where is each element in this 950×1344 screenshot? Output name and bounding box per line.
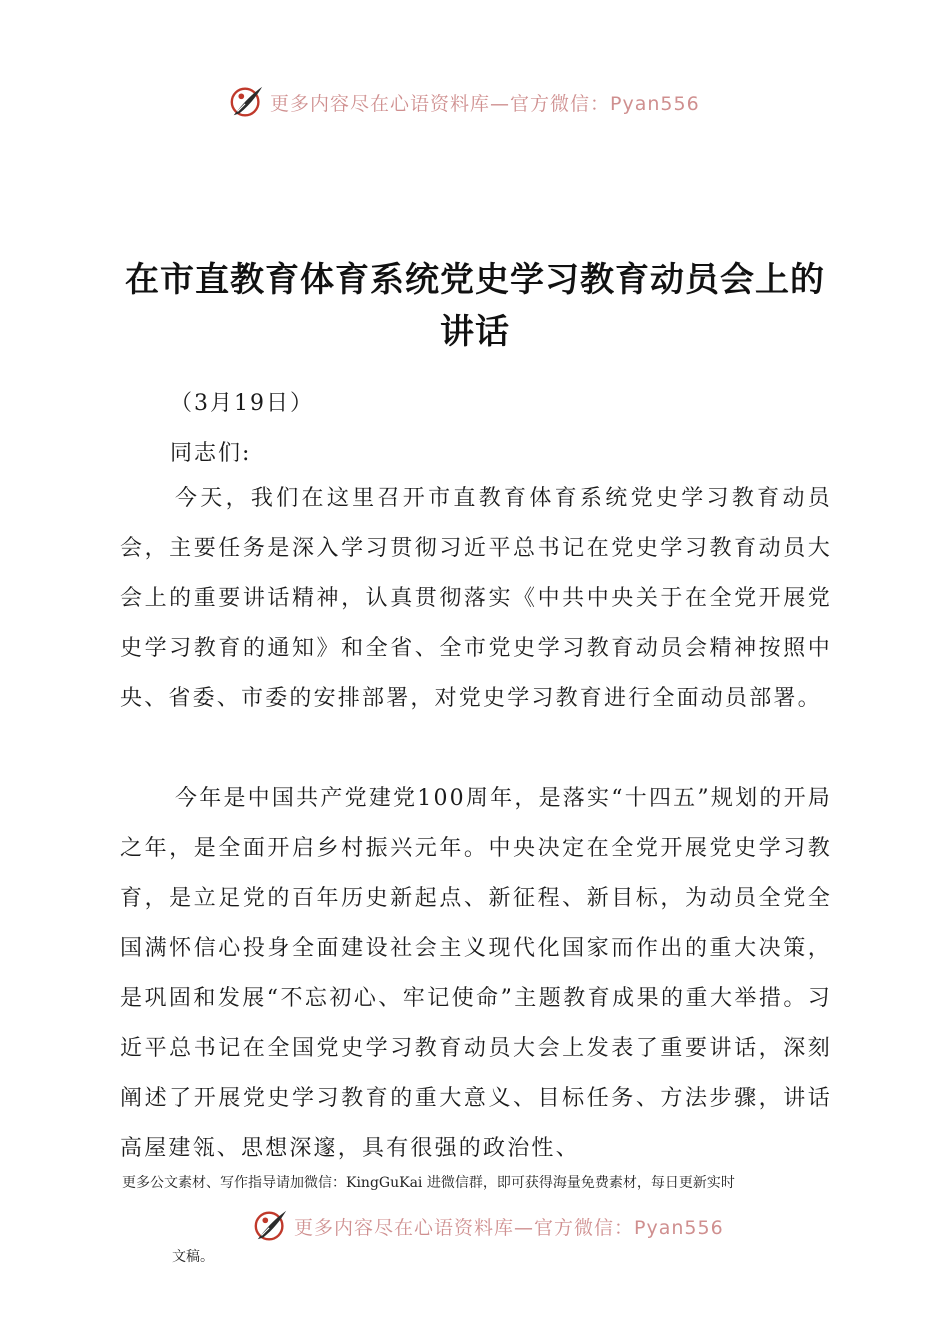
footer-banner-text: 更多内容尽在心语资料库—官方微信：Pyan556	[294, 1216, 724, 1239]
quill-logo-icon	[252, 1207, 290, 1245]
footer-note-tail: 文稿。	[172, 1249, 214, 1265]
document-title-line-1: 在市直教育体育系统党史学习教育动员会上的	[125, 260, 825, 300]
footer-note: 更多公文素材、写作指导请加微信：KingGuKai 进微信群，即可获得海量免费素材，每日更新实时	[122, 1175, 735, 1191]
body-paragraph: 今天，我们在这里召开市直教育体育系统党史学习教育动员会，主要任务是深入学习贯彻习近平总书记在党史学习教育动员大会上的重要讲话精神，认真贯彻落实《中共中央关于在全党开展党史学习教育的通知》和全省、全市党史学习教育动员会精神按照中央、省委、市委的安排部署，对党史学习教育进行全面动员部署。	[120, 486, 832, 711]
document-title-line-2: 讲话	[440, 312, 510, 352]
quill-logo-icon	[228, 83, 266, 121]
salutation: 同志们:	[170, 441, 252, 466]
header-watermark-banner	[228, 82, 700, 122]
header-banner-text: 更多内容尽在心语资料库—官方微信：Pyan556	[270, 92, 700, 115]
document-date: （3月19日）	[170, 391, 314, 416]
footer-watermark-banner	[252, 1206, 724, 1246]
body-paragraph: 今年是中国共产党建党100周年，是落实“十四五”规划的开局之年，是全面开启乡村振兴元年。中央决定在全党开展党史学习教育，是立足党的百年历史新起点、新征程、新目标，为动员全党全国满怀信心投身全面建设社会主义现代化国家而作出的重大决策，是巩固和发展“不忘初心、牢记使命”主题教育成果的重大举措。习近平总书记在全国党史学习教育动员大会上发表了重要讲话，深刻阐述了开展党史学习教育的重大意义、目标任务、方法步骤，讲话高屋建瓴、思想深邃，具有很强的政治性、	[120, 786, 832, 1161]
